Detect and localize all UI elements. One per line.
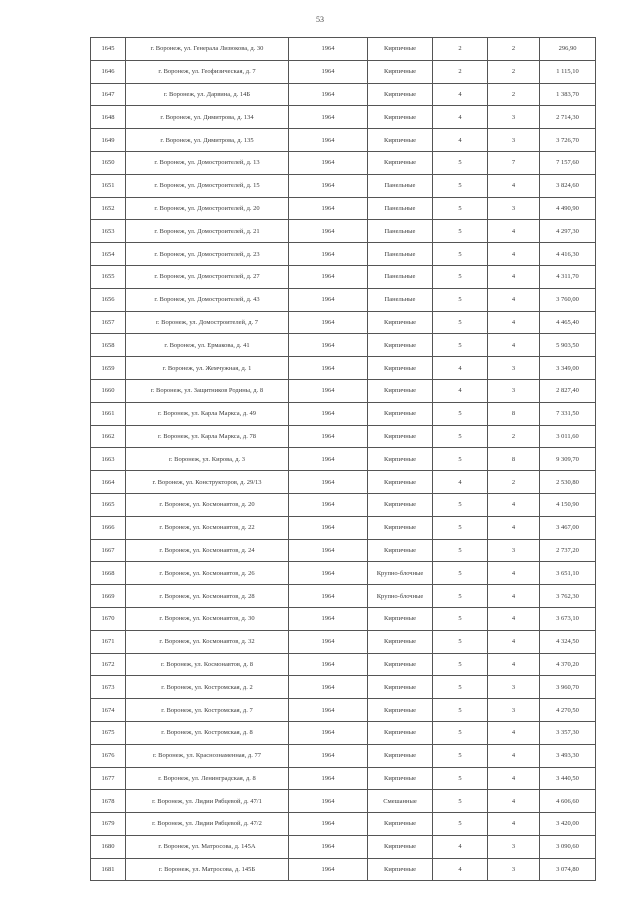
floors-cell: 5 [433, 197, 488, 220]
area-cell: 4 297,30 [540, 220, 596, 243]
wall-material-cell: Кирпичные [368, 402, 433, 425]
table-row [91, 60, 596, 83]
row-number-cell: 1649 [91, 129, 126, 152]
area-cell: 4 311,70 [540, 265, 596, 288]
entrances-cell: 4 [488, 288, 540, 311]
wall-material-cell: Кирпичные [368, 539, 433, 562]
entrances-cell: 2 [488, 83, 540, 106]
entrances-cell: 4 [488, 813, 540, 836]
entrances-cell: 4 [488, 220, 540, 243]
table-row [91, 721, 596, 744]
area-cell: 3 090,60 [540, 835, 596, 858]
floors-cell: 5 [433, 288, 488, 311]
table-row [91, 265, 596, 288]
year-cell: 1964 [289, 835, 368, 858]
row-number-cell: 1678 [91, 790, 126, 813]
table-row [91, 357, 596, 380]
year-cell: 1964 [289, 357, 368, 380]
address-cell: г. Воронеж, ул. Костромская, д. 7 [126, 699, 289, 722]
entrances-cell: 4 [488, 585, 540, 608]
floors-cell: 5 [433, 630, 488, 653]
address-cell: г. Воронеж, ул. Космонавтов, д. 24 [126, 539, 289, 562]
entrances-cell: 4 [488, 721, 540, 744]
entrances-cell: 4 [488, 653, 540, 676]
floors-cell: 5 [433, 539, 488, 562]
entrances-cell: 3 [488, 106, 540, 129]
entrances-cell: 4 [488, 311, 540, 334]
area-cell: 4 324,50 [540, 630, 596, 653]
year-cell: 1964 [289, 767, 368, 790]
table-row [91, 516, 596, 539]
entrances-cell: 3 [488, 357, 540, 380]
table-row [91, 562, 596, 585]
address-cell: г. Воронеж, ул. Домостроителей, д. 7 [126, 311, 289, 334]
area-cell: 1 115,10 [540, 60, 596, 83]
floors-cell: 5 [433, 425, 488, 448]
wall-material-cell: Крупно-блочные [368, 562, 433, 585]
floors-cell: 4 [433, 858, 488, 881]
row-number-cell: 1651 [91, 174, 126, 197]
row-number-cell: 1654 [91, 243, 126, 266]
row-number-cell: 1645 [91, 38, 126, 61]
year-cell: 1964 [289, 562, 368, 585]
wall-material-cell: Кирпичные [368, 493, 433, 516]
wall-material-cell: Кирпичные [368, 379, 433, 402]
year-cell: 1964 [289, 220, 368, 243]
address-cell: г. Воронеж, ул. Жемчужная, д. 1 [126, 357, 289, 380]
year-cell: 1964 [289, 676, 368, 699]
address-cell: г. Воронеж, ул. Домостроителей, д. 23 [126, 243, 289, 266]
year-cell: 1964 [289, 493, 368, 516]
floors-cell: 5 [433, 151, 488, 174]
row-number-cell: 1657 [91, 311, 126, 334]
year-cell: 1964 [289, 516, 368, 539]
area-cell: 4 370,20 [540, 653, 596, 676]
table-row [91, 630, 596, 653]
floors-cell: 4 [433, 129, 488, 152]
table-body [91, 38, 596, 881]
table-row [91, 197, 596, 220]
year-cell: 1964 [289, 585, 368, 608]
table-row [91, 334, 596, 357]
entrances-cell: 7 [488, 151, 540, 174]
table-row [91, 38, 596, 61]
wall-material-cell: Кирпичные [368, 744, 433, 767]
wall-material-cell: Панельные [368, 265, 433, 288]
area-cell: 3 074,80 [540, 858, 596, 881]
table-row [91, 539, 596, 562]
table-row [91, 448, 596, 471]
area-cell: 4 416,30 [540, 243, 596, 266]
year-cell: 1964 [289, 106, 368, 129]
floors-cell: 5 [433, 448, 488, 471]
floors-cell: 4 [433, 379, 488, 402]
entrances-cell: 4 [488, 334, 540, 357]
area-cell: 4 150,90 [540, 493, 596, 516]
entrances-cell: 4 [488, 744, 540, 767]
table-row [91, 471, 596, 494]
table-row [91, 220, 596, 243]
address-cell: г. Воронеж, ул. Лидии Рябцевой, д. 47/2 [126, 813, 289, 836]
entrances-cell: 2 [488, 60, 540, 83]
row-number-cell: 1646 [91, 60, 126, 83]
year-cell: 1964 [289, 790, 368, 813]
wall-material-cell: Кирпичные [368, 334, 433, 357]
area-cell: 3 726,70 [540, 129, 596, 152]
area-cell: 3 960,70 [540, 676, 596, 699]
year-cell: 1964 [289, 334, 368, 357]
area-cell: 2 737,20 [540, 539, 596, 562]
entrances-cell: 4 [488, 630, 540, 653]
floors-cell: 4 [433, 83, 488, 106]
area-cell: 3 651,10 [540, 562, 596, 585]
year-cell: 1964 [289, 174, 368, 197]
year-cell: 1964 [289, 630, 368, 653]
area-cell: 296,90 [540, 38, 596, 61]
year-cell: 1964 [289, 858, 368, 881]
entrances-cell: 4 [488, 243, 540, 266]
year-cell: 1964 [289, 197, 368, 220]
area-cell: 3 673,10 [540, 607, 596, 630]
table-row [91, 744, 596, 767]
area-cell: 3 349,00 [540, 357, 596, 380]
table-row [91, 653, 596, 676]
wall-material-cell: Кирпичные [368, 471, 433, 494]
wall-material-cell: Кирпичные [368, 721, 433, 744]
address-cell: г. Воронеж, ул. Димитрова, д. 134 [126, 106, 289, 129]
floors-cell: 5 [433, 243, 488, 266]
wall-material-cell: Кирпичные [368, 60, 433, 83]
year-cell: 1964 [289, 60, 368, 83]
wall-material-cell: Панельные [368, 288, 433, 311]
area-cell: 4 270,50 [540, 699, 596, 722]
table-row [91, 813, 596, 836]
table-row [91, 151, 596, 174]
address-cell: г. Воронеж, ул. Домостроителей, д. 21 [126, 220, 289, 243]
table-row [91, 174, 596, 197]
wall-material-cell: Кирпичные [368, 676, 433, 699]
floors-cell: 5 [433, 813, 488, 836]
row-number-cell: 1661 [91, 402, 126, 425]
address-cell: г. Воронеж, ул. Космонавтов, д. 30 [126, 607, 289, 630]
area-cell: 7 157,60 [540, 151, 596, 174]
address-cell: г. Воронеж, ул. Димитрова, д. 135 [126, 129, 289, 152]
wall-material-cell: Кирпичные [368, 607, 433, 630]
row-number-cell: 1681 [91, 858, 126, 881]
row-number-cell: 1669 [91, 585, 126, 608]
area-cell: 3 357,30 [540, 721, 596, 744]
area-cell: 3 493,30 [540, 744, 596, 767]
entrances-cell: 3 [488, 835, 540, 858]
floors-cell: 5 [433, 585, 488, 608]
row-number-cell: 1665 [91, 493, 126, 516]
entrances-cell: 3 [488, 379, 540, 402]
area-cell: 3 762,30 [540, 585, 596, 608]
row-number-cell: 1671 [91, 630, 126, 653]
address-cell: г. Воронеж, ул. Космонавтов, д. 8 [126, 653, 289, 676]
address-cell: г. Воронеж, ул. Генерала Лизюкова, д. 30 [126, 38, 289, 61]
area-cell: 3 760,00 [540, 288, 596, 311]
entrances-cell: 3 [488, 197, 540, 220]
wall-material-cell: Панельные [368, 174, 433, 197]
area-cell: 4 490,90 [540, 197, 596, 220]
address-cell: г. Воронеж, ул. Домостроителей, д. 27 [126, 265, 289, 288]
year-cell: 1964 [289, 379, 368, 402]
table-row [91, 311, 596, 334]
address-cell: г. Воронеж, ул. Костромская, д. 8 [126, 721, 289, 744]
row-number-cell: 1680 [91, 835, 126, 858]
area-cell: 9 309,70 [540, 448, 596, 471]
row-number-cell: 1663 [91, 448, 126, 471]
year-cell: 1964 [289, 151, 368, 174]
floors-cell: 5 [433, 721, 488, 744]
floors-cell: 5 [433, 676, 488, 699]
floors-cell: 5 [433, 516, 488, 539]
area-cell: 3 440,50 [540, 767, 596, 790]
table-row [91, 607, 596, 630]
entrances-cell: 4 [488, 790, 540, 813]
row-number-cell: 1666 [91, 516, 126, 539]
table-row [91, 493, 596, 516]
wall-material-cell: Кирпичные [368, 630, 433, 653]
address-cell: г. Воронеж, ул. Карла Маркса, д. 78 [126, 425, 289, 448]
wall-material-cell: Кирпичные [368, 516, 433, 539]
table-row [91, 676, 596, 699]
floors-cell: 5 [433, 767, 488, 790]
wall-material-cell: Кирпичные [368, 858, 433, 881]
entrances-cell: 3 [488, 129, 540, 152]
table-row [91, 585, 596, 608]
row-number-cell: 1673 [91, 676, 126, 699]
entrances-cell: 4 [488, 493, 540, 516]
row-number-cell: 1674 [91, 699, 126, 722]
address-cell: г. Воронеж, ул. Домостроителей, д. 15 [126, 174, 289, 197]
table-row [91, 288, 596, 311]
row-number-cell: 1676 [91, 744, 126, 767]
entrances-cell: 4 [488, 174, 540, 197]
row-number-cell: 1667 [91, 539, 126, 562]
year-cell: 1964 [289, 83, 368, 106]
entrances-cell: 2 [488, 38, 540, 61]
row-number-cell: 1656 [91, 288, 126, 311]
area-cell: 2 714,30 [540, 106, 596, 129]
address-cell: г. Воронеж, ул. Конструкторов, д. 29/13 [126, 471, 289, 494]
address-cell: г. Воронеж, ул. Космонавтов, д. 32 [126, 630, 289, 653]
year-cell: 1964 [289, 539, 368, 562]
wall-material-cell: Кирпичные [368, 425, 433, 448]
address-cell: г. Воронеж, ул. Космонавтов, д. 20 [126, 493, 289, 516]
year-cell: 1964 [289, 402, 368, 425]
address-cell: г. Воронеж, ул. Домостроителей, д. 13 [126, 151, 289, 174]
address-cell: г. Воронеж, ул. Ленинградская, д. 8 [126, 767, 289, 790]
area-cell: 7 331,50 [540, 402, 596, 425]
wall-material-cell: Панельные [368, 220, 433, 243]
floors-cell: 4 [433, 106, 488, 129]
row-number-cell: 1662 [91, 425, 126, 448]
wall-material-cell: Кирпичные [368, 106, 433, 129]
row-number-cell: 1655 [91, 265, 126, 288]
table-row [91, 699, 596, 722]
year-cell: 1964 [289, 744, 368, 767]
year-cell: 1964 [289, 243, 368, 266]
floors-cell: 5 [433, 653, 488, 676]
floors-cell: 5 [433, 607, 488, 630]
entrances-cell: 8 [488, 402, 540, 425]
address-cell: г. Воронеж, ул. Защитников Родины, д. 8 [126, 379, 289, 402]
address-cell: г. Воронеж, ул. Дарвина, д. 14Б [126, 83, 289, 106]
address-cell: г. Воронеж, ул. Космонавтов, д. 28 [126, 585, 289, 608]
year-cell: 1964 [289, 38, 368, 61]
floors-cell: 5 [433, 174, 488, 197]
year-cell: 1964 [289, 607, 368, 630]
wall-material-cell: Панельные [368, 243, 433, 266]
entrances-cell: 4 [488, 767, 540, 790]
address-cell: г. Воронеж, ул. Геофизическая, д. 7 [126, 60, 289, 83]
row-number-cell: 1668 [91, 562, 126, 585]
entrances-cell: 3 [488, 676, 540, 699]
floors-cell: 4 [433, 835, 488, 858]
year-cell: 1964 [289, 311, 368, 334]
wall-material-cell: Кирпичные [368, 38, 433, 61]
floors-cell: 2 [433, 38, 488, 61]
area-cell: 3 467,00 [540, 516, 596, 539]
table-row [91, 402, 596, 425]
entrances-cell: 3 [488, 699, 540, 722]
wall-material-cell: Кирпичные [368, 653, 433, 676]
address-cell: г. Воронеж, ул. Домостроителей, д. 43 [126, 288, 289, 311]
floors-cell: 4 [433, 471, 488, 494]
wall-material-cell: Кирпичные [368, 129, 433, 152]
area-cell: 4 465,40 [540, 311, 596, 334]
area-cell: 2 530,80 [540, 471, 596, 494]
address-cell: г. Воронеж, ул. Ермакова, д. 41 [126, 334, 289, 357]
row-number-cell: 1677 [91, 767, 126, 790]
address-cell: г. Воронеж, ул. Кирова, д. 3 [126, 448, 289, 471]
year-cell: 1964 [289, 813, 368, 836]
entrances-cell: 8 [488, 448, 540, 471]
wall-material-cell: Кирпичные [368, 311, 433, 334]
year-cell: 1964 [289, 653, 368, 676]
address-cell: г. Воронеж, ул. Космонавтов, д. 26 [126, 562, 289, 585]
entrances-cell: 3 [488, 539, 540, 562]
row-number-cell: 1679 [91, 813, 126, 836]
area-cell: 3 824,60 [540, 174, 596, 197]
row-number-cell: 1672 [91, 653, 126, 676]
floors-cell: 5 [433, 744, 488, 767]
wall-material-cell: Кирпичные [368, 767, 433, 790]
wall-material-cell: Кирпичные [368, 151, 433, 174]
wall-material-cell: Кирпичные [368, 699, 433, 722]
wall-material-cell: Кирпичные [368, 835, 433, 858]
wall-material-cell: Крупно-блочные [368, 585, 433, 608]
year-cell: 1964 [289, 288, 368, 311]
year-cell: 1964 [289, 699, 368, 722]
floors-cell: 2 [433, 60, 488, 83]
year-cell: 1964 [289, 129, 368, 152]
area-cell: 3 011,60 [540, 425, 596, 448]
table-row [91, 425, 596, 448]
table-row [91, 243, 596, 266]
address-cell: г. Воронеж, ул. Матросова, д. 145Б [126, 858, 289, 881]
area-cell: 4 606,60 [540, 790, 596, 813]
wall-material-cell: Кирпичные [368, 813, 433, 836]
floors-cell: 5 [433, 562, 488, 585]
table-row [91, 790, 596, 813]
area-cell: 1 383,70 [540, 83, 596, 106]
year-cell: 1964 [289, 471, 368, 494]
address-cell: г. Воронеж, ул. Костромская, д. 2 [126, 676, 289, 699]
floors-cell: 4 [433, 357, 488, 380]
table-row [91, 379, 596, 402]
row-number-cell: 1652 [91, 197, 126, 220]
wall-material-cell: Панельные [368, 197, 433, 220]
row-number-cell: 1660 [91, 379, 126, 402]
entrances-cell: 4 [488, 562, 540, 585]
entrances-cell: 3 [488, 858, 540, 881]
page-number: 53 [316, 15, 324, 24]
area-cell: 5 903,50 [540, 334, 596, 357]
entrances-cell: 4 [488, 516, 540, 539]
wall-material-cell: Смешанные [368, 790, 433, 813]
row-number-cell: 1648 [91, 106, 126, 129]
floors-cell: 5 [433, 220, 488, 243]
floors-cell: 5 [433, 402, 488, 425]
address-cell: г. Воронеж, ул. Лидии Рябцевой, д. 47/1 [126, 790, 289, 813]
table-row [91, 858, 596, 881]
table-row [91, 129, 596, 152]
area-cell: 3 420,00 [540, 813, 596, 836]
row-number-cell: 1670 [91, 607, 126, 630]
entrances-cell: 2 [488, 425, 540, 448]
wall-material-cell: Кирпичные [368, 357, 433, 380]
row-number-cell: 1650 [91, 151, 126, 174]
floors-cell: 5 [433, 265, 488, 288]
table-row [91, 106, 596, 129]
year-cell: 1964 [289, 265, 368, 288]
housing-registry-table [90, 37, 596, 881]
floors-cell: 5 [433, 493, 488, 516]
entrances-cell: 4 [488, 607, 540, 630]
entrances-cell: 4 [488, 265, 540, 288]
year-cell: 1964 [289, 448, 368, 471]
address-cell: г. Воронеж, ул. Космонавтов, д. 22 [126, 516, 289, 539]
row-number-cell: 1647 [91, 83, 126, 106]
year-cell: 1964 [289, 721, 368, 744]
floors-cell: 5 [433, 699, 488, 722]
address-cell: г. Воронеж, ул. Домостроителей, д. 20 [126, 197, 289, 220]
table-row [91, 83, 596, 106]
floors-cell: 5 [433, 311, 488, 334]
entrances-cell: 2 [488, 471, 540, 494]
row-number-cell: 1664 [91, 471, 126, 494]
wall-material-cell: Кирпичные [368, 83, 433, 106]
row-number-cell: 1653 [91, 220, 126, 243]
floors-cell: 5 [433, 790, 488, 813]
row-number-cell: 1658 [91, 334, 126, 357]
address-cell: г. Воронеж, ул. Матросова, д. 145А [126, 835, 289, 858]
address-cell: г. Воронеж, ул. Краснознаменная, д. 77 [126, 744, 289, 767]
table-row [91, 767, 596, 790]
row-number-cell: 1675 [91, 721, 126, 744]
floors-cell: 5 [433, 334, 488, 357]
area-cell: 2 827,40 [540, 379, 596, 402]
address-cell: г. Воронеж, ул. Карла Маркса, д. 49 [126, 402, 289, 425]
table-row [91, 835, 596, 858]
row-number-cell: 1659 [91, 357, 126, 380]
wall-material-cell: Кирпичные [368, 448, 433, 471]
year-cell: 1964 [289, 425, 368, 448]
